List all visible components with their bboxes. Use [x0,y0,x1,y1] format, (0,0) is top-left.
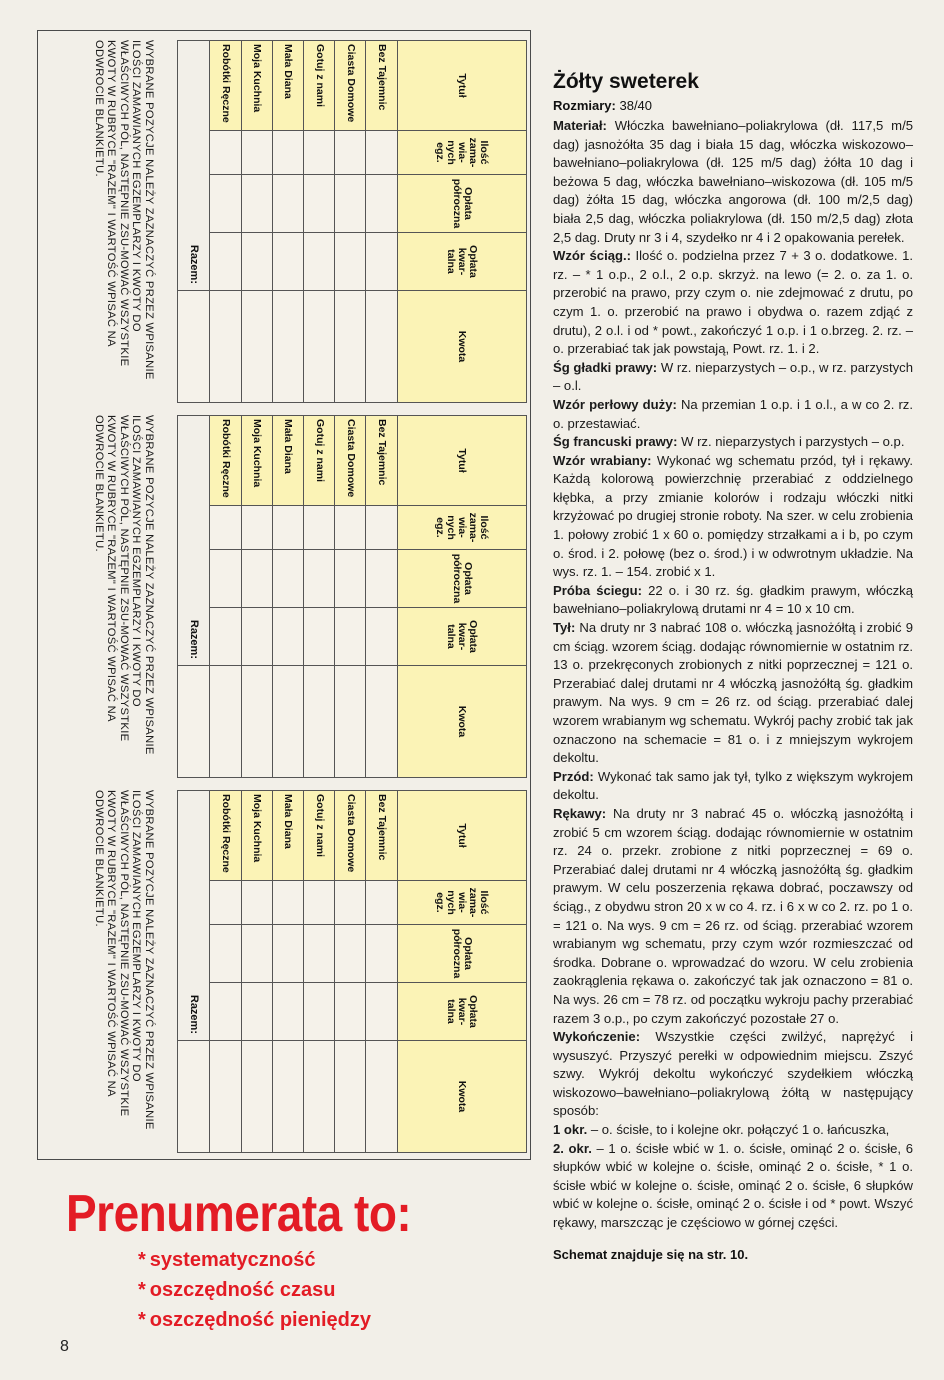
quarterly-field[interactable] [366,233,397,291]
magazine-title: Gotuj z nami [304,791,335,881]
quarterly-field[interactable] [304,233,335,291]
quarterly-field[interactable] [335,983,366,1041]
qty-field[interactable] [241,506,272,550]
magazine-title: Mała Diana [272,41,303,131]
magazine-title: Moja Kuchnia [241,791,272,881]
coupon-instructions: WYBRANE POZYCJE NALEŻY ZAZNACZYĆ PRZEZ WPISANIE ILOŚCI ZAMAWIANYCH EGZEMPLARZY I KWOTY DO WŁAŚCIWYCH PÓL, NASTĘPNIE ZSU-MOWAĆ WSZYSTKIE KWOTY W RUBRYCE "RAZEM" I WARTOŚĆ WPISAĆ NA ODWROCIE BLANKIETU. [92,40,155,380]
amount-field[interactable] [304,1041,335,1153]
amount-field[interactable] [366,666,397,778]
annual-field[interactable] [241,925,272,983]
annual-field[interactable] [210,925,241,983]
magazine-title: Robótki Ręczne [210,416,241,506]
quarterly-field[interactable] [272,233,303,291]
qty-field[interactable] [335,881,366,925]
amount-field[interactable] [241,666,272,778]
amount-field[interactable] [210,291,241,403]
paragraph-text: 22 o. i 30 rz. śg. gładkim prawym, włóczką bawełniano–poliakrylową drutami nr 4 = 10 x 10 cm. [553,582,913,617]
annual-field[interactable] [210,550,241,608]
magazine-title: Mała Diana [272,416,303,506]
annual-field[interactable] [272,550,303,608]
coupon-table [177,415,527,778]
promo-item: * systematyczność [138,1249,316,1271]
amount-field[interactable] [335,1041,366,1153]
qty-field[interactable] [272,131,303,175]
paragraph-text: Na druty nr 3 nabrać 45 o. włóczką jasnożółtą i zrobić 5 cm wzorem ściąg. dodając równomiernie w ostatnim rz. 24 o. przekr. zrobione z nitki poprzecznej = 69 o. Przerabiać dalej drutami nr 4 włóczką jasnożółtą śg. gładkim prawym. W celu poszerzenia rękawa dobrać, poczawszy od ściąg., z obydwu stron 20 x w co 4. rz. i 6 x w co 2. rz. po 1 o. = 121 o. Na wys. 9 cm = 26 rz. od ściąg. przerabiać wzorem wrabianym wg schematu, przy czym wzór rozmieszczać od środka. Dobrane o. wprowadzać do wzoru. W celu zrobienia zaokrąglenia rękawa o. zakończyć tak jak oznaczono = 81 o. Na wys. 26 cm = 78 rz. od początku wykroju pachy przerabiać razem 3 o.p., po czym zakończyć pozostałe 27 o. [553,805,913,1026]
quarterly-field[interactable] [241,983,272,1041]
asterisk-icon: * [138,1309,146,1331]
quarterly-field[interactable] [304,983,335,1041]
promo-list [138,1245,371,1335]
coupon-panel-3 [37,780,531,1160]
paragraph-label: Przód: [553,768,594,784]
paragraph-text: W rz. nieparzystych – o.p., w rz. parzystych – o.l. [553,359,913,394]
col-amount-header: Kwota [397,666,526,778]
article-paragraph [553,396,913,433]
promo-title: Prenumerata to: [66,1184,412,1243]
paragraph-text: – 1 o. ścisłe wbić w 1. o. ścisłe, ominąć 2 o. ścisłe, 6 słupków wbić w kolejne o. ścisłe, ominąć 2 o. ścisłe, * 1 o. ścisłe wbić w kolejne o. ścisłe, ominąć 2 o. ścisłe, 6 słupków wbić w kolejne o. ścisłe, ominąć 2 o. ścisłe i od * powt. Wszyć rękawy, marszcząc je częściowo w górnej części. [553,1140,913,1231]
qty-field[interactable] [241,131,272,175]
quarterly-field[interactable] [335,608,366,666]
article-paragraph [553,582,913,619]
qty-field[interactable] [366,881,397,925]
promo-item: * oszczędność czasu [138,1279,336,1301]
col-quarterly-header: Opłata kwar- talna [397,233,526,291]
paragraph-label: Rękawy: [553,805,607,821]
total-field[interactable] [178,291,210,403]
article-paragraph [553,619,913,768]
annual-field[interactable] [335,550,366,608]
magazine-title: Mała Diana [272,791,303,881]
annual-field[interactable] [272,925,303,983]
amount-field[interactable] [241,1041,272,1153]
article-paragraph [553,1140,913,1233]
magazine-title: Ciasta Domowe [335,791,366,881]
promo-item: * oszczędność pieniędzy [138,1309,371,1331]
quarterly-field[interactable] [210,983,241,1041]
quarterly-field[interactable] [366,608,397,666]
amount-field[interactable] [304,291,335,403]
qty-field[interactable] [210,131,241,175]
article-paragraph [553,768,913,805]
amount-field[interactable] [335,291,366,403]
amount-field[interactable] [304,666,335,778]
quarterly-field[interactable] [210,608,241,666]
qty-field[interactable] [272,881,303,925]
amount-field[interactable] [272,1041,303,1153]
article-paragraph [553,1028,913,1121]
quarterly-field[interactable] [366,983,397,1041]
article-paragraph [553,433,913,452]
quarterly-field[interactable] [241,233,272,291]
annual-field[interactable] [210,175,241,233]
annual-field[interactable] [366,175,397,233]
coupon-panel-2 [37,405,531,785]
qty-field[interactable] [210,881,241,925]
paragraph-label: Tył: [553,620,576,636]
paragraph-text: Na druty nr 3 nabrać 108 o. włóczką jasnożółtą i zrobić 9 cm ściąg. wzorem ściąg. dodając równomiernie w ostatnim rz. 13 o. przekręconych zrobionych z nitki poprzecznej = 121 o. Przerabiać dalej drutami nr 4 włóczką jasnożółtą śg. gładkim prawym. Na wys. 9 cm = 26 rz. od ściąg. przerabiać dalej wzorem wrabianym wg schematu. Wykrój pachy zrobić tak jak oznaczono na schemacie = 81 o. i z mniejszym wykrojem dekoltu. [553,620,913,766]
magazine-title: Bez Tajemnic [366,41,397,131]
total-label: Razem: [178,41,210,291]
col-amount-header: Kwota [397,291,526,403]
col-title-header: Tytuł [397,41,526,131]
article-paragraph [553,1121,913,1140]
paragraph-text: W rz. nieparzystych i parzystych – o.p. [677,434,905,450]
paragraph-text: Na przemian 1 o.p. i 1 o.l., a w co 2. rz. o. przestawiać. [553,396,913,431]
quarterly-field[interactable] [210,233,241,291]
col-qty-header: Ilość zama- wia- nych egz. [397,506,526,550]
qty-field[interactable] [366,506,397,550]
paragraph-label: Śg francuski prawy: [553,434,678,450]
magazine-title: Robótki Ręczne [210,791,241,881]
amount-field[interactable] [366,291,397,403]
qty-field[interactable] [304,506,335,550]
amount-field[interactable] [210,666,241,778]
qty-field[interactable] [241,881,272,925]
paragraph-label: Śg gładki prawy: [553,359,658,375]
col-quarterly-header: Opłata kwar- talna [397,983,526,1041]
paragraph-text: – o. ścisłe, to i kolejne okr. połączyć 1 o. łańcuszka, [587,1122,890,1138]
annual-field[interactable] [272,175,303,233]
coupon-instructions: WYBRANE POZYCJE NALEŻY ZAZNACZYĆ PRZEZ WPISANIE ILOŚCI ZAMAWIANYCH EGZEMPLARZY I KWOTY DO WŁAŚCIWYCH PÓL, NASTĘPNIE ZSU-MOWAĆ WSZYSTKIE KWOTY W RUBRYCE "RAZEM" I WARTOŚĆ WPISAĆ NA ODWROCIE BLANKIETU. [92,790,155,1130]
paragraph-text: Ilość o. podzielna przez 7 + 3 o. dodatkowe. 1. rz. – * 1 o.p., 2 o.l., 2 o.p. skrzyż. na lewo (= 2. o. za 1. o. przerobić na prawo, przy czym o. nie zdejmować z drutu, po czym 1. o. przerobić na prawo i obydwa o. razem zdjąć z drutu), 2 o.l. i od * powt., zakończyć 1 o.p. i 1 o.brzeg. 2. rz. – o. przerabiać tak jak powstają, Powt. rz. 1. i 2. [553,248,913,357]
paragraph-label: Materiał: [553,118,607,133]
amount-field[interactable] [335,666,366,778]
amount-field[interactable] [366,1041,397,1153]
amount-field[interactable] [272,666,303,778]
col-amount-header: Kwota [397,1041,526,1153]
total-field[interactable] [178,1041,210,1153]
coupon-table [177,790,527,1153]
paragraph-label: Wykończenie: [553,1029,641,1045]
col-annual-header: Opłata półroczna [397,925,526,983]
magazine-title: Ciasta Domowe [335,416,366,506]
col-annual-header: Opłata półroczna [397,550,526,608]
paragraph-text: Włóczka bawełniano–poliakrylowa (dł. 117,5 m/5 dag) jasnożółta 35 dag i biała 15 dag, włóczka wiskozowo–bawełniano–poliakrylowa (dł. 125 m/5 dag) żółta 10 dag i beżowa 5 dag, włóczka bawełniano–wiskozowa (dł. 105 m/5 dag) żółta 15 dag, włóczka angorowa (dł. 100 m/2,5 dag) biała 2,5 dag, włóczka poliakrylowa (dł. 150 m/2,5 dag) złota 2,5 dag. Druty nr 3 i 4, szydełko nr 4 i 2 opakowania perełek. [553,118,913,245]
annual-field[interactable] [304,175,335,233]
annual-field[interactable] [304,925,335,983]
total-label: Razem: [178,791,210,1041]
col-quarterly-header: Opłata kwar- talna [397,608,526,666]
total-label: Razem: [178,416,210,666]
col-title-header: Tytuł [397,416,526,506]
col-qty-header: Ilość zama- wia- nych egz. [397,131,526,175]
annual-field[interactable] [335,925,366,983]
magazine-title: Bez Tajemnic [366,416,397,506]
magazine-title: Robótki Ręczne [210,41,241,131]
quarterly-field[interactable] [335,233,366,291]
amount-field[interactable] [272,291,303,403]
amount-field[interactable] [241,291,272,403]
annual-field[interactable] [366,550,397,608]
article-body [553,117,913,1233]
article-paragraph [553,117,913,247]
quarterly-field[interactable] [272,983,303,1041]
annual-field[interactable] [366,925,397,983]
coupon-table [177,40,527,403]
coupon-instructions: WYBRANE POZYCJE NALEŻY ZAZNACZYĆ PRZEZ WPISANIE ILOŚCI ZAMAWIANYCH EGZEMPLARZY I KWOTY DO WŁAŚCIWYCH PÓL, NASTĘPNIE ZSU-MOWAĆ WSZYSTKIE KWOTY W RUBRYCE "RAZEM" I WARTOŚĆ WPISAĆ NA ODWROCIE BLANKIETU. [92,415,155,755]
article-paragraph [553,359,913,396]
total-field[interactable] [178,666,210,778]
article-paragraph [553,247,913,359]
article-paragraph [553,452,913,582]
quarterly-field[interactable] [272,608,303,666]
qty-field[interactable] [366,131,397,175]
amount-field[interactable] [210,1041,241,1153]
quarterly-field[interactable] [241,608,272,666]
paragraph-label: 1 okr. [553,1122,588,1138]
paragraph-label: Wzór perłowy duży: [553,396,677,412]
paragraph-label: Wzór wrabiany: [553,452,652,468]
page-number: 8 [60,1338,69,1355]
col-qty-header: Ilość zama- wia- nych egz. [397,881,526,925]
magazine-title: Gotuj z nami [304,41,335,131]
magazine-title: Ciasta Domowe [335,41,366,131]
annual-field[interactable] [335,175,366,233]
col-title-header: Tytuł [397,791,526,881]
annual-field[interactable] [241,175,272,233]
asterisk-icon: * [138,1279,146,1301]
qty-field[interactable] [335,506,366,550]
sizes-line: Rozmiary: 38/40 [553,98,653,113]
paragraph-label: Wzór ściąg.: [553,248,631,264]
paragraph-text: Wykonać tak samo jak tył, tylko z większym wykrojem dekoltu. [553,768,913,803]
qty-field[interactable] [335,131,366,175]
schema-reference: Schemat znajduje się na str. 10. [553,1246,749,1262]
col-annual-header: Opłata półroczna [397,175,526,233]
qty-field[interactable] [210,506,241,550]
article-paragraph [553,805,913,1028]
magazine-title: Moja Kuchnia [241,41,272,131]
coupon-panel-1 [37,30,531,410]
magazine-title: Moja Kuchnia [241,416,272,506]
paragraph-text: Wykonać wg schematu przód, tył i rękawy. Każdą kolorową powierzchnię przerabiać z oddzielnego kłębka, a przy zmianie kolorów i rodzaju włóczki nitki krzyżować po drugiej stronie roboty. Na szer. w celu zrobienia 1. połowy zrobić 1 x 60 o. pomiędzy strzałkami a i b, po czym o. środ. i 2. połowę (bez o. środ.) i w odwrotnym układzie. Na wys. rz. 1. – 154. zrobić x 1. [553,452,913,580]
magazine-title: Gotuj z nami [304,416,335,506]
paragraph-label: Próba ściegu: [553,582,643,598]
paragraph-label: 2. okr. [553,1140,592,1156]
qty-field[interactable] [272,506,303,550]
article-title: Żółty sweterek [553,70,699,93]
asterisk-icon: * [138,1249,146,1271]
article-column [553,70,913,1262]
quarterly-field[interactable] [304,608,335,666]
qty-field[interactable] [304,131,335,175]
annual-field[interactable] [304,550,335,608]
qty-field[interactable] [304,881,335,925]
magazine-title: Bez Tajemnic [366,791,397,881]
paragraph-text: Wszystkie części zwilżyć, naprężyć i wysuszyć. Przyszyć perełki w odpowiednim miejscu. Zszyć szwy. Wykrój dekoltu wykończyć szydełkiem włóczką wiskozowo–bawełniano–poliakrylową żółtą w następujący sposób: [553,1029,913,1119]
annual-field[interactable] [241,550,272,608]
